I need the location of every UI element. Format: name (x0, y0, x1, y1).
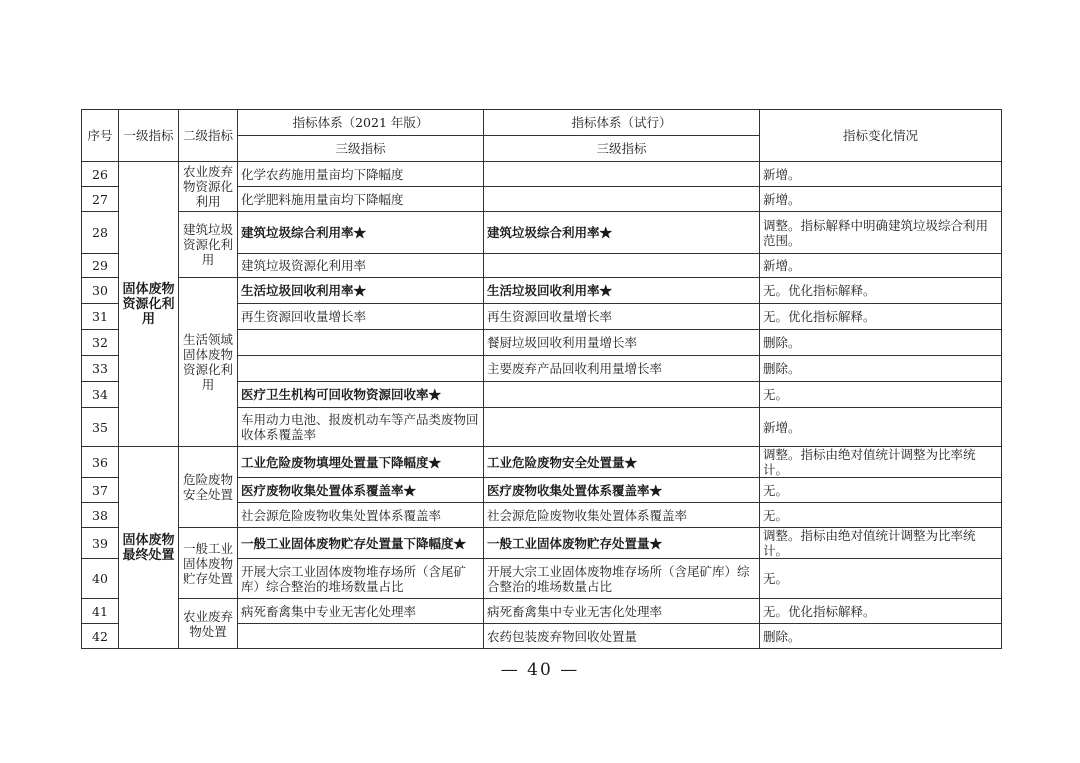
indicator-table-page (81, 109, 1001, 649)
indicator-trial (484, 187, 760, 212)
table-row (82, 528, 1002, 559)
indicator-trial: 生活垃圾回收利用率★ (484, 278, 760, 304)
level2-cell: 危险废物安全处置 (179, 447, 238, 528)
indicator-2021: 车用动力电池、报废机动车等产品类废物回收体系覆盖率 (238, 408, 484, 447)
change-note: 新增。 (760, 408, 1002, 447)
level2-cell: 农业废弃物资源化利用 (179, 162, 238, 212)
row-number: 37 (82, 478, 119, 503)
indicator-2021: 开展大宗工业固体废物堆存场所（含尾矿库）综合整治的堆场数量占比 (238, 559, 484, 599)
header-seq: 序号 (82, 110, 119, 162)
indicator-2021 (238, 624, 484, 649)
indicator-trial (484, 382, 760, 408)
indicator-table (81, 109, 1002, 649)
indicator-trial (484, 408, 760, 447)
indicator-2021 (238, 330, 484, 356)
table-row (82, 447, 1002, 478)
level2-cell: 生活领域固体废物资源化利用 (179, 278, 238, 447)
change-note: 无。 (760, 503, 1002, 528)
indicator-trial: 病死畜禽集中专业无害化处理率 (484, 599, 760, 624)
header-change: 指标变化情况 (760, 110, 1002, 162)
indicator-trial: 社会源危险废物收集处置体系覆盖率 (484, 503, 760, 528)
row-number: 31 (82, 304, 119, 330)
indicator-2021: 建筑垃圾资源化利用率 (238, 254, 484, 278)
indicator-trial: 建筑垃圾综合利用率★ (484, 212, 760, 254)
indicator-trial: 医疗废物收集处置体系覆盖率★ (484, 478, 760, 503)
indicator-2021: 再生资源回收量增长率 (238, 304, 484, 330)
indicator-trial (484, 162, 760, 187)
row-number: 30 (82, 278, 119, 304)
row-number: 35 (82, 408, 119, 447)
indicator-2021: 化学农药施用量亩均下降幅度 (238, 162, 484, 187)
row-number: 26 (82, 162, 119, 187)
indicator-2021: 工业危险废物填埋处置量下降幅度★ (238, 447, 484, 478)
change-note: 删除。 (760, 356, 1002, 382)
page-number: — 40 — (500, 660, 580, 680)
indicator-trial (484, 254, 760, 278)
change-note: 无。 (760, 382, 1002, 408)
row-number: 41 (82, 599, 119, 624)
change-note: 新增。 (760, 187, 1002, 212)
change-note: 新增。 (760, 162, 1002, 187)
indicator-2021: 医疗废物收集处置体系覆盖率★ (238, 478, 484, 503)
indicator-trial: 农药包装废弃物回收处置量 (484, 624, 760, 649)
change-note: 无。优化指标解释。 (760, 599, 1002, 624)
row-number: 34 (82, 382, 119, 408)
indicator-trial: 再生资源回收量增长率 (484, 304, 760, 330)
header-level2: 二级指标 (179, 110, 238, 162)
row-number: 29 (82, 254, 119, 278)
row-number: 38 (82, 503, 119, 528)
row-number: 40 (82, 559, 119, 599)
change-note: 调整。指标由绝对值统计调整为比率统计。 (760, 528, 1002, 559)
table-header (82, 110, 1002, 162)
row-number: 42 (82, 624, 119, 649)
level2-cell: 农业废弃物处置 (179, 599, 238, 649)
header-level3-trial: 三级指标 (484, 136, 760, 162)
indicator-2021: 病死畜禽集中专业无害化处理率 (238, 599, 484, 624)
change-note: 调整。指标由绝对值统计调整为比率统计。 (760, 447, 1002, 478)
change-note: 无。优化指标解释。 (760, 278, 1002, 304)
level1-cell: 固体废物最终处置 (119, 447, 179, 649)
row-number: 27 (82, 187, 119, 212)
table-row (82, 162, 1002, 187)
indicator-trial: 餐厨垃圾回收利用量增长率 (484, 330, 760, 356)
table-row (82, 278, 1002, 304)
table-row (82, 212, 1002, 254)
table-row (82, 599, 1002, 624)
change-note: 删除。 (760, 330, 1002, 356)
level1-cell: 固体废物资源化利用 (119, 162, 179, 447)
row-number: 39 (82, 528, 119, 559)
header-level3-2021: 三级指标 (238, 136, 484, 162)
indicator-trial: 主要废弃产品回收利用量增长率 (484, 356, 760, 382)
indicator-trial: 开展大宗工业固体废物堆存场所（含尾矿库）综合整治的堆场数量占比 (484, 559, 760, 599)
row-number: 33 (82, 356, 119, 382)
indicator-2021: 医疗卫生机构可回收物资源回收率★ (238, 382, 484, 408)
indicator-2021: 建筑垃圾综合利用率★ (238, 212, 484, 254)
change-note: 调整。指标解释中明确建筑垃圾综合利用范围。 (760, 212, 1002, 254)
change-note: 新增。 (760, 254, 1002, 278)
change-note: 删除。 (760, 624, 1002, 649)
indicator-2021: 化学肥料施用量亩均下降幅度 (238, 187, 484, 212)
level2-cell: 一般工业固体废物贮存处置 (179, 528, 238, 599)
indicator-trial: 工业危险废物安全处置量★ (484, 447, 760, 478)
change-note: 无。优化指标解释。 (760, 304, 1002, 330)
indicator-2021: 生活垃圾回收利用率★ (238, 278, 484, 304)
header-system-2021: 指标体系（2021 年版） (238, 110, 484, 136)
row-number: 32 (82, 330, 119, 356)
header-system-trial: 指标体系（试行） (484, 110, 760, 136)
indicator-trial: 一般工业固体废物贮存处置量★ (484, 528, 760, 559)
header-level1: 一级指标 (119, 110, 179, 162)
change-note: 无。 (760, 559, 1002, 599)
indicator-2021: 一般工业固体废物贮存处置量下降幅度★ (238, 528, 484, 559)
row-number: 36 (82, 447, 119, 478)
indicator-2021 (238, 356, 484, 382)
indicator-2021: 社会源危险废物收集处置体系覆盖率 (238, 503, 484, 528)
table-body (82, 162, 1002, 649)
change-note: 无。 (760, 478, 1002, 503)
level2-cell: 建筑垃圾资源化利用 (179, 212, 238, 278)
row-number: 28 (82, 212, 119, 254)
